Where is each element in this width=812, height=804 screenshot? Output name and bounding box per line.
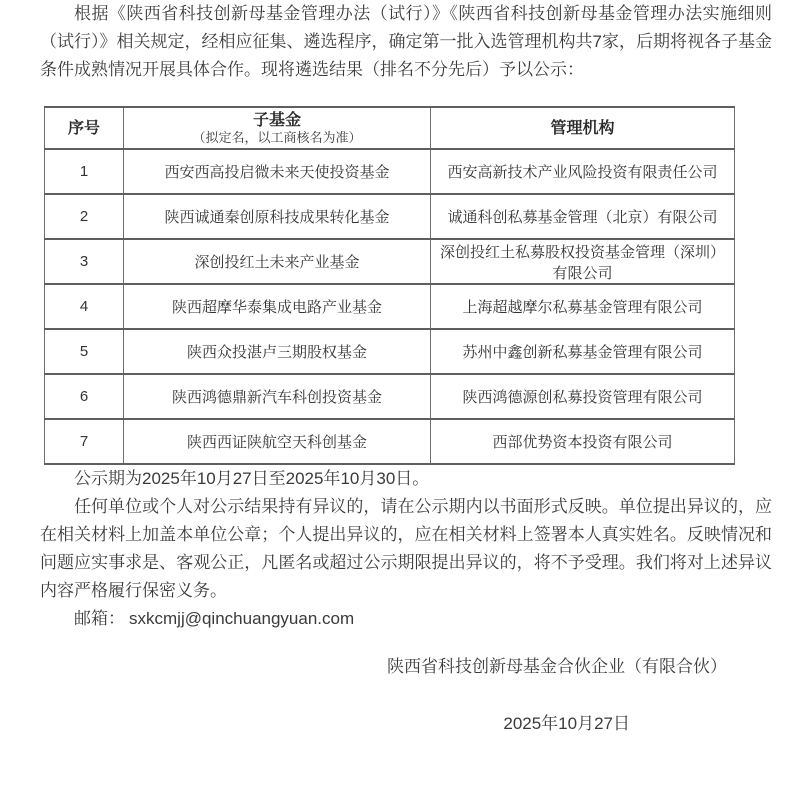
notice-period-paragraph: 公示期为2025年10月27日至2025年10月30日。 <box>74 469 430 488</box>
row-manager: 上海超越摩尔私募基金管理有限公司 <box>431 284 735 329</box>
row-no: 2 <box>45 194 124 239</box>
table-row <box>45 149 735 194</box>
row-manager: 陕西鸿德源创私募投资管理有限公司 <box>431 374 735 419</box>
row-manager: 诚通科创私募基金管理（北京）有限公司 <box>431 194 735 239</box>
col-header-no: 序号 <box>45 107 124 149</box>
col-header-fund-note: （拟定名，以工商核名为准） <box>192 129 362 145</box>
table-row <box>45 239 735 284</box>
email-address: sxkcmjj@qinchuangyuan.com <box>129 609 355 628</box>
table-row <box>45 284 735 329</box>
row-no: 6 <box>45 374 124 419</box>
row-fund: 深创投红土未来产业基金 <box>124 239 431 284</box>
intro-paragraph: 根据《陕西省科技创新母基金管理办法（试行）》《陕西省科技创新母基金管理办法实施细则（试行）》相关规定，经相应征集、遴选程序，确定第一批入选管理机构共7家，后期将视各子基金条件成熟情况开展具体合作。现将遴选结果（排名不分先后）予以公示： <box>40 4 772 79</box>
table-row <box>45 374 735 419</box>
row-fund: 陕西诚通秦创原科技成果转化基金 <box>124 194 431 239</box>
row-no: 1 <box>45 149 124 194</box>
row-fund: 西安西高投启微未来天使投资基金 <box>124 149 431 194</box>
issuer-signature: 陕西省科技创新母基金合伙企业（有限合伙） <box>387 657 727 676</box>
selection-results-table <box>44 106 735 465</box>
table-header-row <box>45 107 735 149</box>
col-header-fund-title: 子基金 <box>252 111 301 129</box>
row-fund: 陕西众投湛卢三期股权基金 <box>124 329 431 374</box>
email-label: 邮箱： <box>74 609 125 628</box>
row-no: 4 <box>45 284 124 329</box>
row-manager: 西安高新技术产业风险投资有限责任公司 <box>431 149 735 194</box>
issue-date: 2025年10月27日 <box>503 714 630 733</box>
row-fund: 陕西超摩华泰集成电路产业基金 <box>124 284 431 329</box>
col-header-manager: 管理机构 <box>431 107 735 149</box>
email-line <box>40 605 772 633</box>
col-header-fund <box>124 107 431 149</box>
objection-paragraph: 任何单位或个人对公示结果持有异议的，请在公示期内以书面形式反映。单位提出异议的，应在相关材料上加盖本单位公章；个人提出异议的，应在相关材料上签署本人真实姓名。反映情况和问题应实事求是、客观公正，凡匿名或超过公示期限提出异议的，将不予受理。我们将对上述异议内容严格履行保密义务。 <box>40 497 772 600</box>
row-manager: 苏州中鑫创新私募基金管理有限公司 <box>431 329 735 374</box>
row-manager: 深创投红土私募股权投资基金管理（深圳）有限公司 <box>431 239 735 284</box>
table-row <box>45 329 735 374</box>
table-row <box>45 194 735 239</box>
row-fund: 陕西西证陕航空天科创基金 <box>124 419 431 464</box>
row-no: 3 <box>45 239 124 284</box>
row-no: 7 <box>45 419 124 464</box>
row-fund: 陕西鸿德鼎新汽车科创投资基金 <box>124 374 431 419</box>
row-no: 5 <box>45 329 124 374</box>
row-manager: 西部优势资本投资有限公司 <box>431 419 735 464</box>
table-row <box>45 419 735 464</box>
